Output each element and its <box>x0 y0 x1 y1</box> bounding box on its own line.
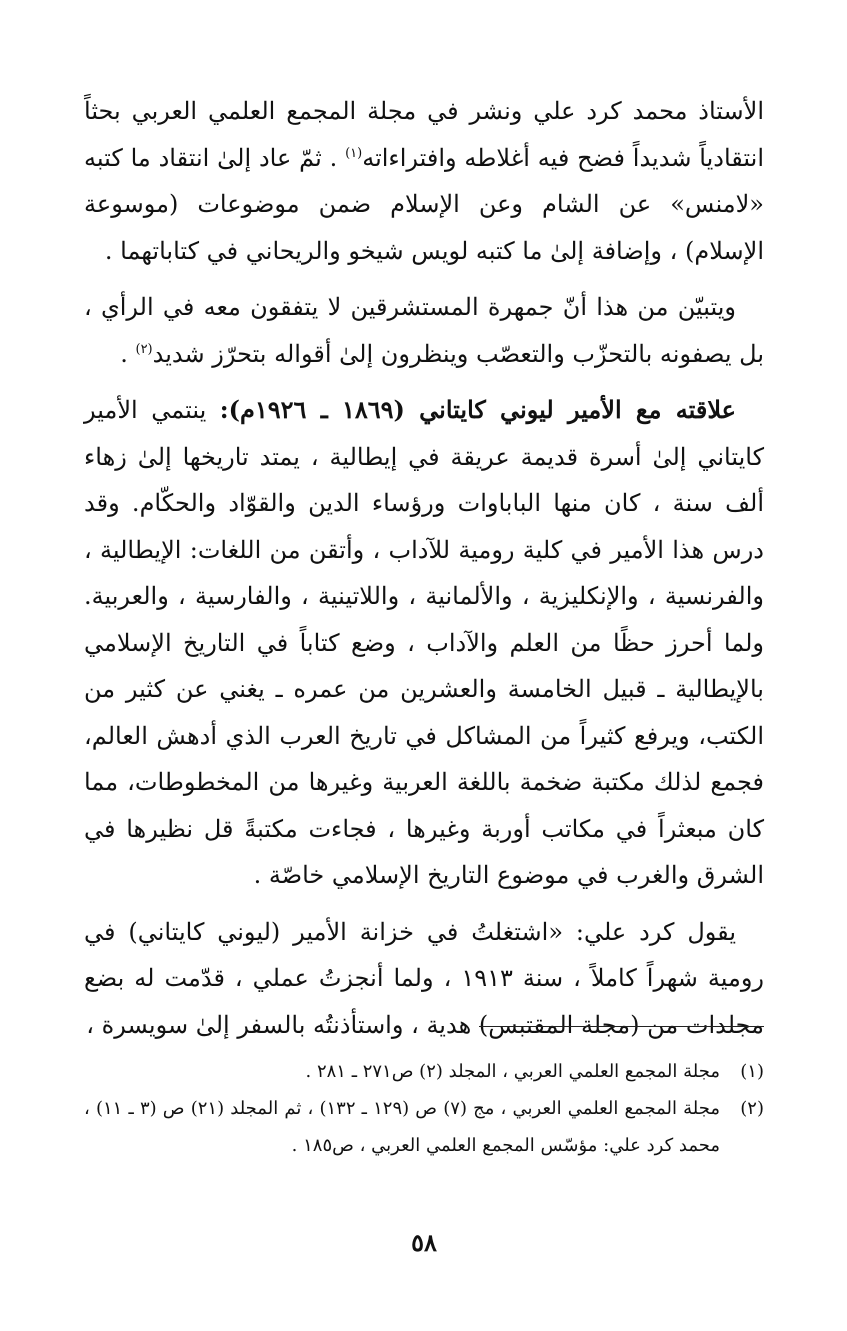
paragraph-2-text: ويتبيّن من هذا أنّ جمهرة المستشرقين لا يتفقون معه في الرأي ، بل يصفونه بالتحزّب والتعصّب وينظرون إلىٰ أقواله بتحرّز شديد <box>84 293 764 368</box>
paragraph-1 <box>84 88 764 274</box>
footnote-1 <box>84 1053 764 1090</box>
paragraph-1-tail: . ثمّ عاد إلىٰ انتقاد ما كتبه «لامنس» عن الشام وعن الإسلام ضمن موضوعات (موسوعة الإسلام) ، وإضافة إلىٰ ما كتبه لويس شيخو والريحاني في كتاباتهما . <box>84 143 764 265</box>
page-number: ٥٨ <box>411 1228 437 1257</box>
footnote-2-text: مجلة المجمع العلمي العربي ، مج (٧) ص (١٢٩ ـ ١٣٢) ، ثم المجلد (٢١) ص (٣ ـ ١١) ، محمد كرد علي: مؤسّس المجمع العلمي العربي ، ص١٨٥ . <box>84 1098 721 1156</box>
paragraph-1-text: الأستاذ محمد كرد علي ونشر في مجلة المجمع العلمي العربي بحثاً انتقادياً شديداً فضح فيه أغلاطه وافتراءاته <box>84 97 764 172</box>
paragraph-4-text: يقول كرد علي: «اشتغلتُ في خزانة الأمير (ليوني كايتاني) في رومية شهراً كاملاً ، سنة ١٩١٣ ، ولما أنجزتُ عملي ، قدّمت له بضع مجلدات من (مجلة المقتبس) هدية ، واستأذنتُه بالسفر إلىٰ سويسرة ، <box>84 917 765 1039</box>
footnote-2-number: (٢) <box>740 1098 764 1119</box>
footnotes <box>84 1026 764 1164</box>
footnote-ref-1: (١) <box>345 145 363 161</box>
footnote-ref-2: (٢) <box>135 341 153 357</box>
paragraph-2 <box>84 284 764 377</box>
section-heading: علاقته مع الأمير ليوني كايتاني (١٨٦٩ ـ ١٩٢٦م): <box>219 395 736 424</box>
footnote-2 <box>84 1090 764 1164</box>
book-page <box>84 88 764 1288</box>
paragraph-3-text: ينتمي الأمير كايتاني إلىٰ أسرة قديمة عريقة في إيطالية ، يمتد تاريخها إلىٰ زهاء ألف سنة ، كان منها الباباوات ورؤساء الدين والقوّاد والحكّام. وقد درس هذا الأمير في كلية رومية للآداب ، وأتقن من اللغات: الإيطالية ، والفرنسية ، والإنكليزية ، والألمانية ، واللاتينية ، والفارسية ، والعربية. ولما أحرز حظًا من العلم والآداب ، وضع كتاباً في التاريخ الإسلامي بالإيطالية ـ قبيل الخامسة والعشرين من عمره ـ يغني عن كثير من الكتب، ويرفع كثيراً من المشاكل في تاريخ العرب الذي أدهش العالم، فجمع لذلك مكتبة ضخمة باللغة العربية وغيرها من المخطوطات، مما كان مبعثراً في مكاتب أوربة وغيرها ، فجاءت مكتبةً قل نظيرها في الشرق والغرب في موضوع التاريخ الإسلامي خاصّة . <box>84 396 765 889</box>
paragraph-3 <box>84 387 764 899</box>
footnote-1-text: مجلة المجمع العلمي العربي ، المجلد (٢) ص٢٧١ ـ ٢٨١ . <box>305 1061 720 1082</box>
footnote-1-number: (١) <box>740 1061 764 1082</box>
paragraph-2-tail: . <box>120 339 136 368</box>
footnote-divider <box>479 1026 764 1027</box>
